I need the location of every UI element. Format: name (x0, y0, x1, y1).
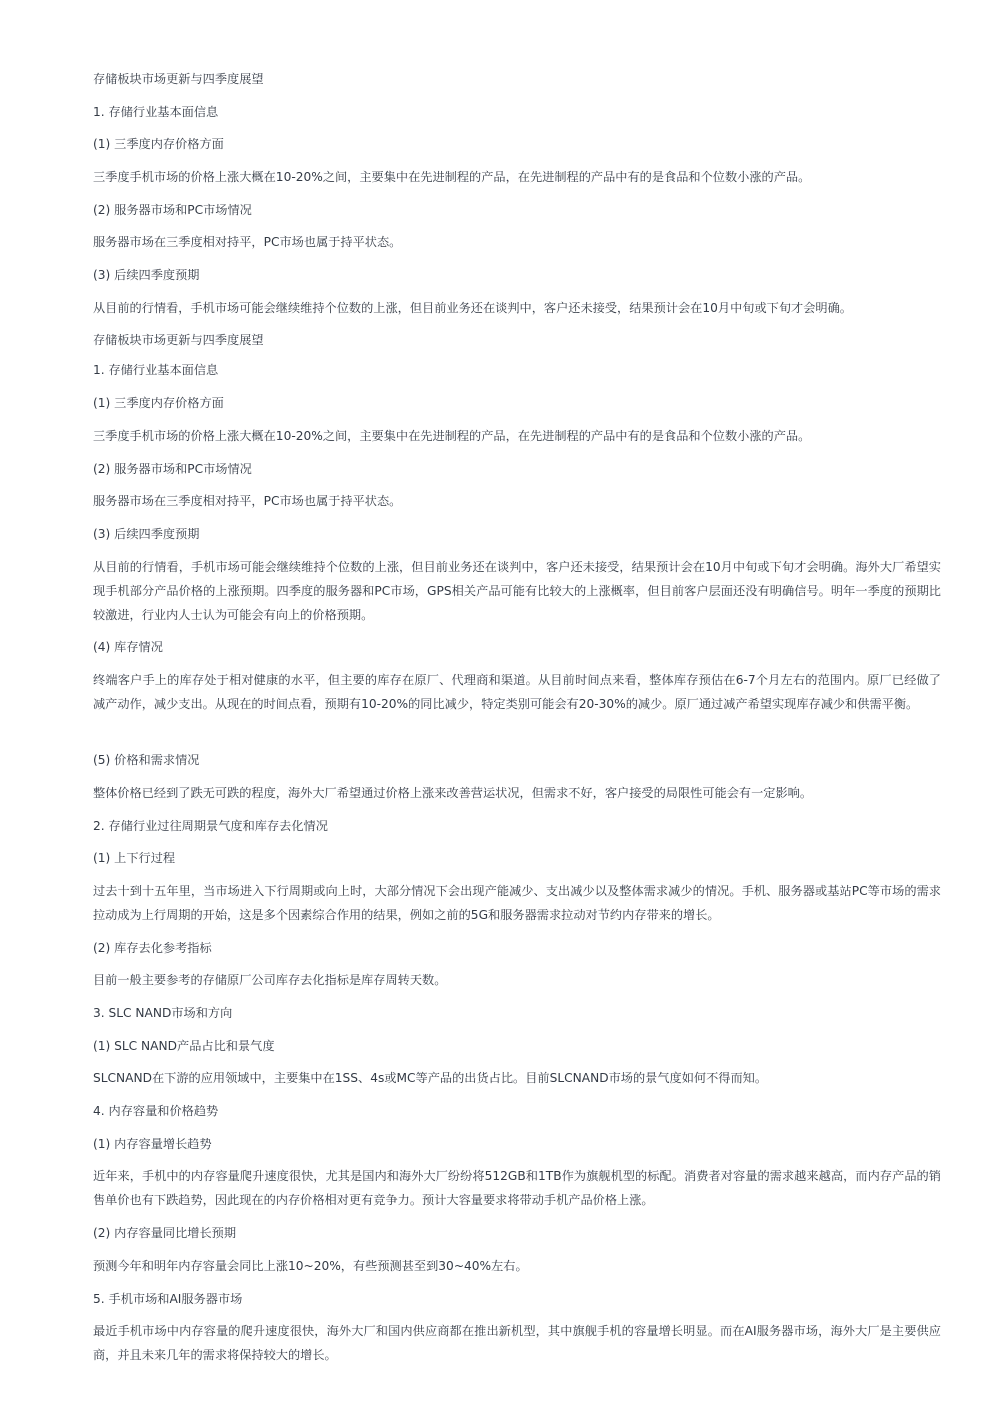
section-heading: 5. 手机市场和AI服务器市场 (93, 1292, 243, 1306)
section-heading: 4. 内存容量和价格趋势 (93, 1104, 219, 1118)
section-heading: 2. 存储行业过往周期景气度和库存去化情况 (93, 819, 328, 833)
paragraph: 近年来，手机中的内存容量爬升速度很快，尤其是国内和海外大厂纷纷将512GB和1TB作为旗舰机型的标配。消费者对容量的需求越来越高，而内存产品的销售单价也有下跌趋势，因此现在的内存价格相对更有竞争力。预计大容量要求将带动手机产品价格上涨。 (93, 1169, 941, 1207)
subsection-heading: (3) 后续四季度预期 (93, 268, 200, 282)
subsection-heading: (4) 库存情况 (93, 640, 163, 654)
subsection-heading: (2) 服务器市场和PC市场情况 (93, 203, 252, 217)
subsection-heading: (1) 三季度内存价格方面 (93, 137, 224, 151)
paragraph: 最近手机市场中内存容量的爬升速度很快，海外大厂和国内供应商都在推出新机型，其中旗舰手机的容量增长明显。而在AI服务器市场，海外大厂是主要供应商，并且未来几年的需求将保持较大的增长。 (93, 1324, 941, 1362)
paragraph: SLCNAND在下游的应用领域中，主要集中在1SS、4s或MC等产品的出货占比。目前SLCNAND市场的景气度如何不得而知。 (93, 1071, 768, 1085)
doc-title: 存储板块市场更新与四季度展望 (93, 333, 264, 347)
paragraph: 过去十到十五年里，当市场进入下行周期或向上时，大部分情况下会出现产能减少、支出减少以及整体需求减少的情况。手机、服务器或基站PC等市场的需求拉动成为上行周期的开始，这是多个因素综合作用的结果，例如之前的5G和服务器需求拉动对节约内存带来的增长。 (93, 884, 941, 922)
paragraph: 终端客户手上的库存处于相对健康的水平，但主要的库存在原厂、代理商和渠道。从目前时间点来看，整体库存预估在6-7个月左右的范围内。原厂已经做了减产动作，减少支出。从现在的时间点看，预期有10-20%的同比减少，特定类别可能会有20-30%的减少。原厂通过减产希望实现库存减少和供需平衡。 (93, 673, 941, 711)
paragraph: 服务器市场在三季度相对持平，PC市场也属于持平状态。 (93, 235, 402, 249)
paragraph: 从目前的行情看，手机市场可能会继续维持个位数的上涨，但目前业务还在谈判中，客户还未接受，结果预计会在10月中旬或下旬才会明确。 (93, 301, 852, 315)
paragraph: 目前一般主要参考的存储原厂公司库存去化指标是库存周转天数。 (93, 973, 447, 987)
section-heading: 1. 存储行业基本面信息 (93, 105, 219, 119)
paragraph: 三季度手机市场的价格上涨大概在10-20%之间，主要集中在先进制程的产品，在先进制程的产品中有的是食品和个位数小涨的产品。 (93, 429, 811, 443)
paragraph: 预测今年和明年内存容量会同比上涨10~20%，有些预测甚至到30~40%左右。 (93, 1259, 528, 1273)
subsection-heading: (1) 三季度内存价格方面 (93, 396, 224, 410)
subsection-heading: (2) 库存去化参考指标 (93, 941, 212, 955)
subsection-heading: (1) SLC NAND产品占比和景气度 (93, 1039, 275, 1053)
paragraph: 服务器市场在三季度相对持平，PC市场也属于持平状态。 (93, 494, 402, 508)
subsection-heading: (1) 上下行过程 (93, 851, 176, 865)
doc-title: 存储板块市场更新与四季度展望 (93, 72, 264, 86)
subsection-heading: (1) 内存容量增长趋势 (93, 1137, 212, 1151)
paragraph: 从目前的行情看，手机市场可能会继续维持个位数的上涨，但目前业务还在谈判中，客户还未接受，结果预计会在10月中旬或下旬才会明确。海外大厂希望实现手机部分产品价格的上涨预期。四季度的服务器和PC市场，GPS相关产品可能有比较大的上涨概率，但目前客户层面还没有明确信号。明年一季度的预期比较激进，行业内人士认为可能会有向上的价格预期。 (93, 560, 941, 622)
section-heading: 1. 存储行业基本面信息 (93, 363, 219, 377)
paragraph: 整体价格已经到了跌无可跌的程度，海外大厂希望通过价格上涨来改善营运状况，但需求不好，客户接受的局限性可能会有一定影响。 (93, 786, 813, 800)
section-heading: 3. SLC NAND市场和方向 (93, 1006, 233, 1020)
subsection-heading: (2) 服务器市场和PC市场情况 (93, 462, 252, 476)
subsection-heading: (5) 价格和需求情况 (93, 753, 200, 767)
subsection-heading: (2) 内存容量同比增长预期 (93, 1226, 237, 1240)
paragraph: 三季度手机市场的价格上涨大概在10-20%之间，主要集中在先进制程的产品，在先进制程的产品中有的是食品和个位数小涨的产品。 (93, 170, 811, 184)
subsection-heading: (3) 后续四季度预期 (93, 527, 200, 541)
